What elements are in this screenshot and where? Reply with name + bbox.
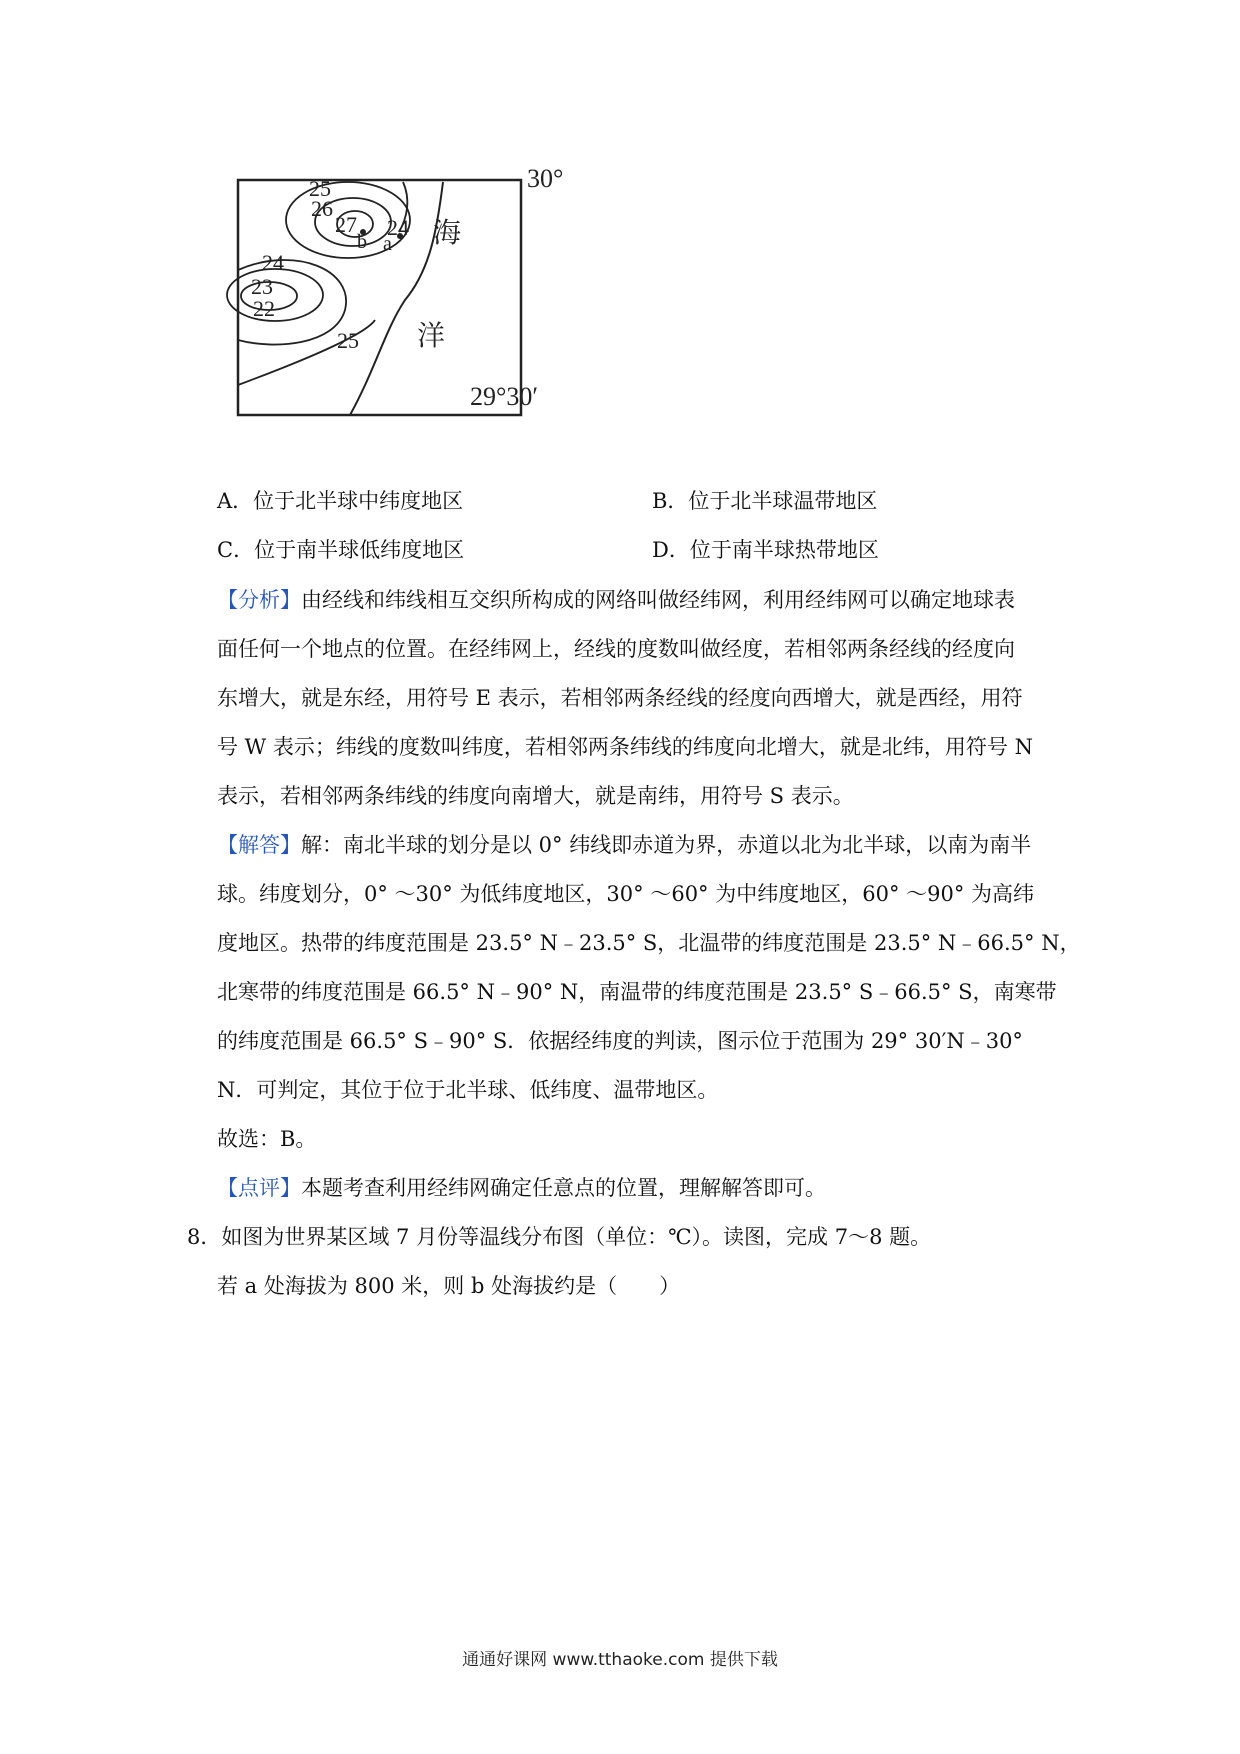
comment-tag: 【点评】 <box>217 1176 301 1200</box>
isotherm-label-24-west: 24 <box>262 250 284 275</box>
comment-text: 本题考查利用经纬网确定任意点的位置，理解解答即可。 <box>301 1176 826 1200</box>
answer-choice: 故选：B。 <box>217 1127 317 1151</box>
latitude-label-bottom: 29°30′ <box>470 382 539 411</box>
answer-text: 解：南北半球的划分是以 0° 纬线即赤道为界，赤道以北为北半球，以南为南半 <box>301 833 1032 857</box>
isotherm-label-24-east: 24 <box>387 215 409 240</box>
map-frame <box>238 180 521 415</box>
sea-label-hai: 海 <box>433 218 462 249</box>
option-a: A．位于北半球中纬度地区 <box>217 489 464 513</box>
analysis-line-4: 号 W 表示；纬线的度数叫纬度，若相邻两条纬线的纬度向北增大，就是北纬，用符号 N <box>217 735 1033 759</box>
analysis-line-5: 表示，若相邻两条纬线的纬度向南增大，就是南纬，用符号 S 表示。 <box>217 784 854 808</box>
analysis-line-1 <box>217 588 1015 612</box>
comment-line <box>217 1176 826 1200</box>
option-b: B．位于北半球温带地区 <box>652 489 878 513</box>
point-a-label: a <box>383 233 392 255</box>
answer-line-6: N．可判定，其位于位于北半球、低纬度、温带地区。 <box>217 1078 719 1102</box>
analysis-tag: 【分析】 <box>217 588 301 612</box>
sea-label-yang: 洋 <box>417 321 446 352</box>
isotherm-map-svg <box>225 160 645 460</box>
answer-line-2: 球。纬度划分，0° ～30° 为低纬度地区，30° ～60° 为中纬度地区，60° ～90° 为高纬 <box>217 882 1035 906</box>
isotherm-label-27: 27 <box>335 212 357 237</box>
analysis-line-2: 面任何一个地点的位置。在经纬网上，经线的度数叫做经度，若相邻两条经线的经度向 <box>217 637 1015 661</box>
isotherm-label-22: 22 <box>253 296 275 321</box>
isotherm-label-25: 25 <box>309 176 331 201</box>
analysis-line-3: 东增大，就是东经，用符号 E 表示，若相邻两条经线的经度向西增大，就是西经，用符 <box>217 686 1023 710</box>
option-d: D．位于南半球热带地区 <box>652 538 879 562</box>
answer-line-3: 度地区。热带的纬度范围是 23.5° N﹣23.5° S，北温带的纬度范围是 23.5° N﹣66.5° N， <box>217 931 1081 955</box>
question-8-sub: 若 a 处海拔为 800 米，则 b 处海拔约是（ ） <box>217 1274 681 1298</box>
page-footer: 通通好课网 www.tthaoke.com 提供下载 <box>462 1650 778 1670</box>
answer-line-1 <box>217 833 1031 857</box>
analysis-text: 由经线和纬线相互交织所构成的网络叫做经纬网，利用经纬网可以确定地球表 <box>301 588 1015 612</box>
latitude-label-top: 30° <box>527 164 564 193</box>
answer-line-4: 北寒带的纬度范围是 66.5° N﹣90° N，南温带的纬度范围是 23.5° S﹣66.5° S，南寒带 <box>217 980 1057 1004</box>
answer-tag: 【解答】 <box>217 833 301 857</box>
isotherm-label-26: 26 <box>311 196 333 221</box>
option-c: C．位于南半球低纬度地区 <box>217 538 465 562</box>
isotherm-label-25-south: 25 <box>337 328 359 353</box>
isotherm-map <box>225 160 645 460</box>
answer-line-5: 的纬度范围是 66.5° S﹣90° S．依据经纬度的判读，图示位于范围为 29° 30′N﹣30° <box>217 1029 1023 1053</box>
point-b-label: b <box>357 231 367 253</box>
question-8-stem: 8．如图为世界某区域 7 月份等温线分布图（单位：℃）。读图，完成 7～8 题。 <box>187 1225 932 1249</box>
isotherm-label-23: 23 <box>251 274 273 299</box>
